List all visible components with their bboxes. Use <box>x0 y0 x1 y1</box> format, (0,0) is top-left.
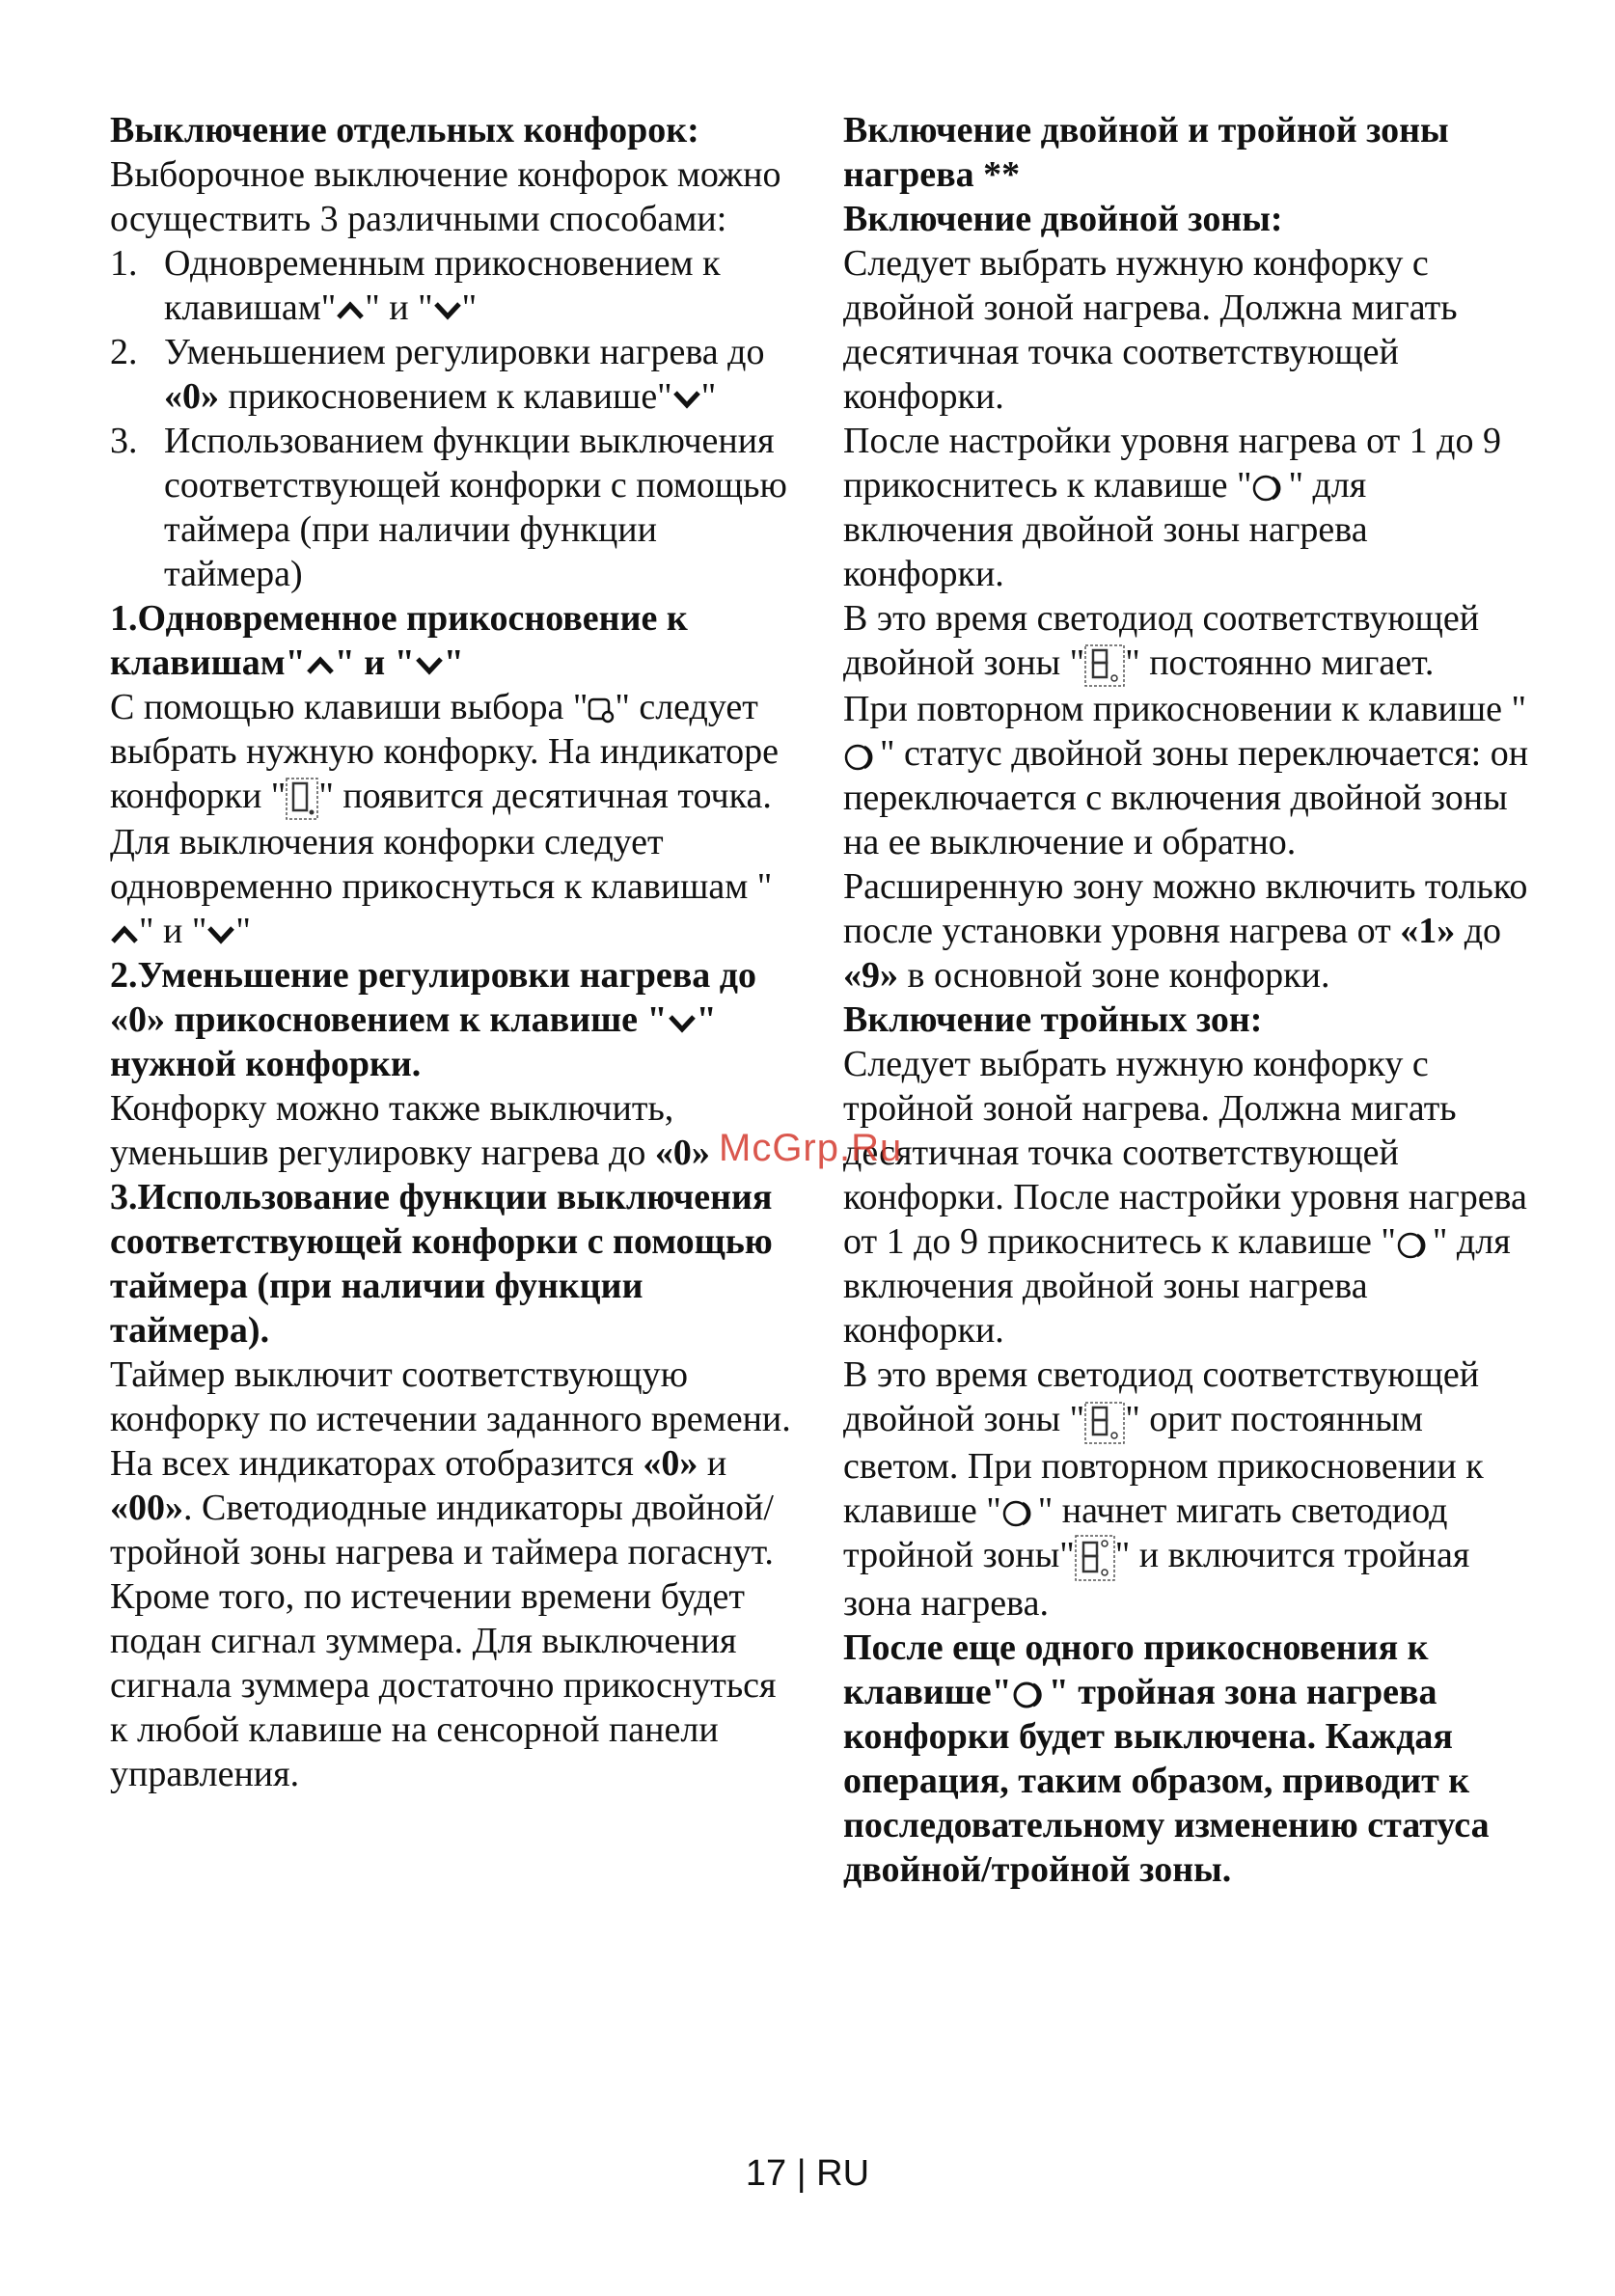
subsection-heading: 2.Уменьшение регулировки нагрева до «0» прикосновением к клавише " " нужной конфорки. <box>110 955 757 1085</box>
list-item: 2. Уменьшением регулировки нагрева до «0» прикосновением к клавише" " <box>110 332 765 417</box>
chevron-down-icon <box>668 1013 697 1034</box>
segment-display-icon <box>286 778 318 820</box>
paragraph: В это время светодиод соответствующей двойной зоны " " орит постоянным светом. При повторном прикосновении к клавише " " начнет мигать светодиод тройной зоны" " и включится тройная зона нагрева. <box>843 1354 1484 1624</box>
paragraph: После настройки уровня нагрева от 1 до 9 прикоснитесь к клавише " " для включения двойной зоны нагрева конфорки. <box>843 421 1502 594</box>
chevron-up-icon <box>336 300 365 321</box>
dual-zone-icon <box>1396 1231 1433 1260</box>
section-heading: Выключение отдельных конфорок: <box>110 110 699 150</box>
subsection-heading: 1.Одновременное прикосновение к клавишам" " и " " <box>110 598 688 683</box>
dual-zone-icon <box>1001 1499 1038 1528</box>
list-item: 3. Использованием функции выключения соответствующей конфорки с помощью таймера (при наличии функции таймера) <box>110 421 787 594</box>
paragraph: Следует выбрать нужную конфорку с двойной зоной нагрева. Должна мигать десятичная точка соответствующей конфорки. <box>843 243 1458 417</box>
page-number: 17 | RU <box>745 2153 870 2194</box>
list-item: 1. Одновременным прикосновением к клавишам" " и " " <box>110 243 721 328</box>
paragraph: С помощью клавиши выбора " " следует выбрать нужную конфорку. На индикаторе конфорки " " появится десятичная точка. Для выключения конфорки следует одновременно прикоснуться к клавишам " " и " " <box>110 687 779 952</box>
paragraph: Кроме того, по истечении времени будет подан сигнал зуммера. Для выключения сигнала зуммера достаточно прикоснуться к любой клавише на сенсорной панели управления. <box>110 1576 777 1795</box>
dual-zone-icon <box>1251 474 1288 503</box>
chevron-down-icon <box>433 300 462 321</box>
chevron-down-icon <box>206 924 235 945</box>
subsection-heading: 3.Использование функции выключения соответствующей конфорки с помощью таймера (при наличии функции таймера). <box>110 1177 773 1352</box>
section-heading: Включение двойной и тройной зоны нагрева ** <box>843 110 1449 195</box>
subsection-heading: Включение двойной зоны: <box>843 199 1283 239</box>
chevron-down-icon <box>415 655 444 676</box>
segment-display-icon <box>1084 644 1125 687</box>
subsection-heading: Включение тройных зон: <box>843 999 1263 1041</box>
paragraph: Расширенную зону можно включить только после установки уровня нагрева от «1» до «9» в основной зоне конфорки. <box>843 866 1528 997</box>
chevron-up-icon <box>306 655 335 676</box>
chevron-down-icon <box>672 389 701 410</box>
paragraph: После еще одного прикосновения к клавише" " тройная зона нагрева конфорки будет выключена. Каждая операция, таким образом, приводит к последовательному изменению статуса двойной/тройной зоны. <box>843 1626 1490 1890</box>
watermark: McGrp.Ru <box>719 1127 903 1169</box>
segment-display-icon <box>1075 1535 1115 1581</box>
paragraph: Конфорку можно также выключить, уменьшив регулировку нагрева до «0» <box>110 1088 710 1174</box>
dual-zone-icon <box>843 743 880 772</box>
select-key-icon <box>588 697 615 724</box>
paragraph: Таймер выключит соответствующую конфорку по истечении заданного времени. На всех индикаторах отобразится «0» и «00». Светодиодные индикаторы двойной/тройной зоны нагрева и таймера погаснут. <box>110 1354 791 1573</box>
paragraph: В это время светодиод соответствующей двойной зоны " " постоянно мигает. <box>843 596 1530 687</box>
chevron-up-icon <box>110 924 139 945</box>
intro-paragraph: Выборочное выключение конфорок можно осуществить 3 различными способами: <box>110 154 781 239</box>
paragraph: При повторном прикосновении к клавише " " статус двойной зоны переключается: он переключается с включения двойной зоны на ее выключение и обратно. <box>843 689 1529 863</box>
dual-zone-icon <box>1012 1681 1049 1709</box>
right-column <box>843 108 1530 1892</box>
segment-display-icon <box>1084 1402 1125 1444</box>
left-column <box>110 108 797 1796</box>
paragraph: Следует выбрать нужную конфорку с тройной зоной нагрева. Должна мигать десятичная точка соответствующей конфорки. После настройки уровня нагрева от 1 до 9 прикоснитесь к клавише " " для включения двойной зоны нагрева конфорки. <box>843 1044 1527 1352</box>
